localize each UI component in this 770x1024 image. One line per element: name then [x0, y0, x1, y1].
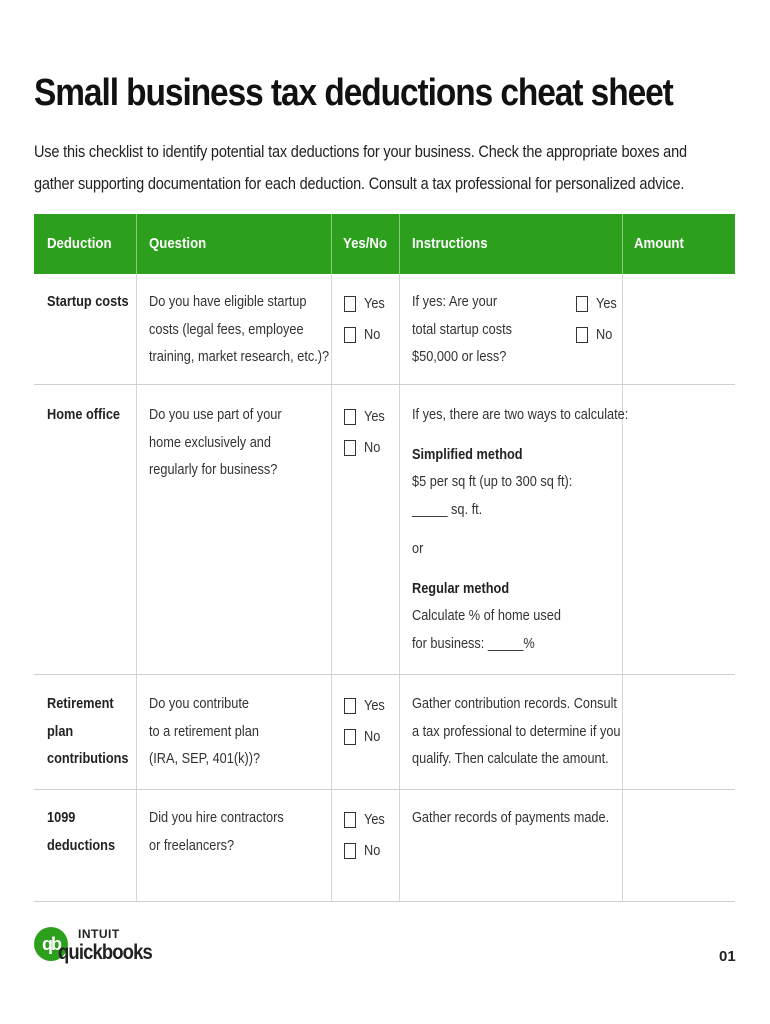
column-divider [399, 675, 400, 789]
deduction-name: Retirement plan contributions [47, 696, 129, 767]
yes-checkbox[interactable]: Yes [344, 294, 388, 314]
page-number: 01 [719, 948, 736, 965]
column-divider [399, 790, 400, 901]
checkbox-square-icon[interactable] [344, 698, 356, 714]
intro-line: gather supporting documentation for each deduction. Consult a tax professional for personalized advice. [34, 175, 685, 193]
column-divider [331, 790, 332, 901]
checkbox-square-icon[interactable] [576, 296, 588, 312]
deduction-question: Did you hire contractors or freelancers? [149, 810, 284, 854]
no-checkbox[interactable]: No [344, 841, 383, 861]
deduction-instructions: If yes, there are two ways to calculate: Simplified method $5 per sq ft (up to 300 sq ft): _____ sq. ft. or Regular method Calculate % of home used for business: _____% [412, 407, 629, 652]
column-divider [136, 790, 137, 901]
logo-brand: INTUIT [78, 927, 120, 941]
simplified-method-heading: Simplified method [412, 446, 523, 463]
checkbox-square-icon[interactable] [344, 440, 356, 456]
deduction-instructions: Gather contribution records. Consult a tax professional to determine if you qualify. Then calculate the amount. [412, 696, 621, 767]
column-divider [331, 214, 332, 274]
yes-checkbox[interactable]: Yes [344, 696, 388, 716]
instructions-yes-checkbox[interactable]: Yes [576, 294, 620, 314]
deduction-question: Do you contribute to a retirement plan (IRA, SEP, 401(k))? [149, 696, 261, 767]
column-header-deduction: Deduction [47, 235, 112, 252]
column-divider [136, 385, 137, 674]
no-checkbox[interactable]: No [344, 727, 383, 747]
checkbox-square-icon[interactable] [344, 409, 356, 425]
checkbox-square-icon[interactable] [344, 843, 356, 859]
checkbox-square-icon[interactable] [344, 812, 356, 828]
table-row-home-office [34, 385, 735, 675]
logo-product: quickbooks [58, 941, 152, 964]
yes-checkbox[interactable]: Yes [344, 407, 388, 427]
column-divider [399, 274, 400, 384]
column-divider [136, 214, 137, 274]
deduction-question: Do you have eligible startup costs (legal fees, employee training, market research, etc.)? [149, 294, 330, 365]
column-divider [399, 214, 400, 274]
table-row-retirement [34, 675, 735, 790]
deduction-instructions: If yes: Are your total startup costs $50,000 or less? [412, 294, 513, 365]
intro-line: Use this checklist to identify potential tax deductions for your business. Check the appropriate boxes and [34, 143, 687, 161]
no-checkbox[interactable]: No [344, 438, 383, 458]
no-checkbox[interactable]: No [344, 325, 383, 345]
column-header-question: Question [149, 235, 207, 252]
table-row-startup-costs [34, 274, 735, 385]
table-header [34, 214, 735, 274]
quickbooks-logo [34, 927, 152, 971]
deduction-name: 1099 deductions [47, 810, 116, 854]
yes-checkbox[interactable]: Yes [344, 810, 388, 830]
column-header-yesno: Yes/No [343, 235, 388, 252]
deduction-question: Do you use part of your home exclusively and regularly for business? [149, 407, 282, 478]
column-divider [331, 675, 332, 789]
deduction-name: Home office [47, 407, 121, 423]
column-divider [622, 274, 623, 384]
column-divider [331, 385, 332, 674]
checkbox-square-icon[interactable] [576, 327, 588, 343]
checkbox-square-icon[interactable] [344, 327, 356, 343]
checkbox-square-icon[interactable] [344, 296, 356, 312]
instructions-no-checkbox[interactable]: No [576, 325, 615, 345]
page-title: Small business tax deductions cheat sheet [34, 72, 673, 114]
column-divider [399, 385, 400, 674]
deductions-table [34, 214, 735, 902]
table-row-1099 [34, 790, 735, 902]
quickbooks-logo-icon: qb [34, 927, 68, 961]
deduction-instructions: Gather records of payments made. [412, 810, 610, 826]
column-header-instructions: Instructions [412, 235, 488, 252]
deduction-name: Startup costs [47, 294, 129, 310]
checkbox-square-icon[interactable] [344, 729, 356, 745]
column-header-amount: Amount [634, 235, 684, 252]
intro-text [34, 136, 754, 200]
column-divider [622, 214, 623, 274]
regular-method-heading: Regular method [412, 580, 510, 597]
